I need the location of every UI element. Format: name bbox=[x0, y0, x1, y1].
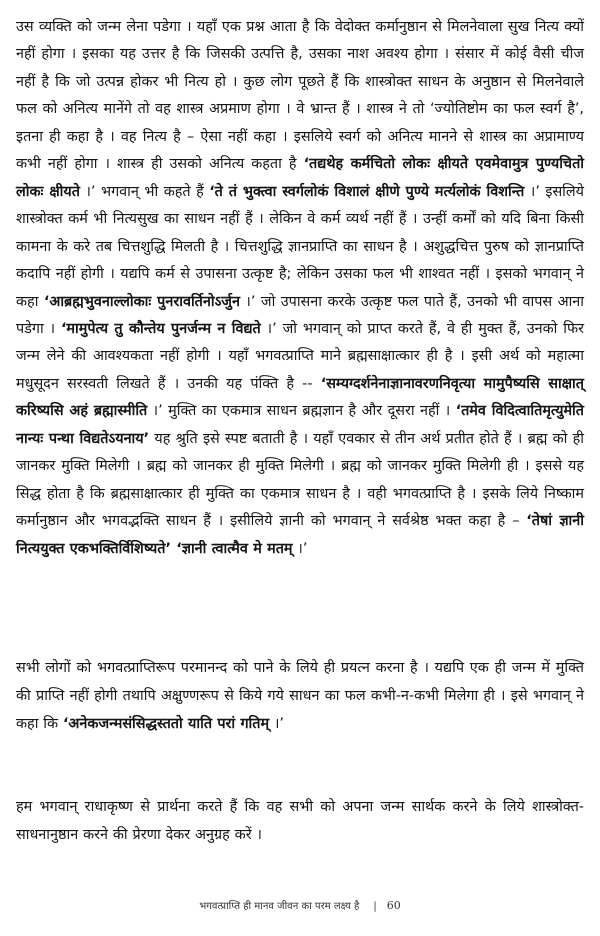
text-run: हम भगवान् राधाकृष्ण से प्रार्थना करते हैं कि वह सभी को अपना जन्म सार्थक करने के लिये शास्त्रोक्त-साधनानुष्ठान करने की प्रेरणा देकर अनुग्रह करें । bbox=[16, 799, 584, 843]
body-paragraph-3 bbox=[16, 793, 584, 849]
text-run: ।’ bbox=[292, 540, 308, 557]
text-run: सभी लोगों को भगवत्प्राप्तिरूप परमानन्द को पाने के लिये ही प्रयत्न करना है । यद्यपि एक ही जन्म में मुक्ति की प्राप्ति नहीं होगी तथापि अक्षुण्णरूप से किये गये साधन का फल कभी-न-कभी मिलेगा ही । इसे भगवान् ने कहा कि bbox=[16, 660, 584, 732]
text-run: ।’ जो भगवान् को प्राप्त करते हैं, वे ही मुक्त हैं, उनको फिर जन्म लेने की आवश्यकता नहीं होगी । यहाँ भगवत्प्राप्ति माने ब्रह्मसाक्षात्कार ही है । इसी अर्थ को महात्मा मधुसूदन सरस्वती लिखते हैं । उनकी यह पंक्ति है -- bbox=[16, 320, 584, 392]
quoted-verse: ‘ते तं भुक्त्वा स्वर्गलोकं विशालं क्षीणे पुण्ये मर्त्यलोकं विशन्ति bbox=[209, 183, 525, 200]
quoted-verse: ‘तेषां ज्ञानी नित्ययुक्त एकभक्तिर्विशिष्यते’ ‘ज्ञानी त्वात्मैव मे मतम् bbox=[16, 513, 584, 557]
quoted-verse: ‘तद्यथेह कर्मचितो लोकः क्षीयते एवमेवामुत्र पुण्यचितो लोकः क्षीयते bbox=[16, 156, 584, 200]
running-title: भगवत्प्राप्ति ही मानव जीवन का परम लक्ष्य है bbox=[199, 901, 360, 912]
body-paragraph-1 bbox=[16, 14, 584, 563]
text-run: ।’ मुक्ति का एकमात्र साधन ब्रह्मज्ञान है और दूसरा नहीं । bbox=[147, 403, 456, 420]
page-number: 60 bbox=[386, 899, 401, 912]
text-run: ।’ bbox=[269, 716, 284, 732]
text-run: ।’ इसलिये शास्त्रोक्त कर्म भी नित्यसुख का साधन नहीं हैं । लेकिन वे कर्म व्यर्थ नहीं हैं । उन्हीं कर्मों को यदि बिना किसी कामना के करे तब चित्तशुद्धि मिलती है । चित्तशुद्धि ज्ञानप्राप्ति का साधन है । अशुद्धचित्त पुरुष को ज्ञानप्राप्ति कदापि नहीं होगी । यद्यपि कर्म से उपासना उत्कृष्ट है; लेकिन उसका फल भी शाश्वत नहीं । इसको भगवान् ने कहा bbox=[16, 183, 585, 310]
text-run: ।’ जो उपासना करके उत्कृष्ट फल पाते हैं, उनको भी वापस आना पडेगा । bbox=[16, 293, 585, 337]
quoted-verse: ‘आब्रह्मभुवनाल्लोकाः पुनरावर्तिनोऽर्जुन bbox=[43, 293, 240, 310]
quoted-verse: ‘सम्यग्दर्शनेनाज्ञानावरणनिवृत्या मामुपैष्यसि साक्षात् करिष्यसि अहं ब्रह्मास्मीति bbox=[16, 375, 584, 420]
quoted-verse: ‘तमेव विदित्वातिमृत्युमेति नान्यः पन्था विद्यतेऽयनाय’ bbox=[16, 403, 584, 447]
page-footer bbox=[0, 898, 600, 912]
body-paragraph-2 bbox=[16, 654, 584, 738]
footer-separator: | bbox=[373, 901, 377, 912]
quoted-verse: ‘अनेकजन्मसंसिद्धस्ततो याति परां गतिम् bbox=[62, 716, 270, 732]
text-run: ।’ भगवान् भी कहते हैं bbox=[79, 183, 210, 200]
quoted-verse: ‘मामुपेत्य तु कौन्तेय पुनर्जन्म न विद्यते bbox=[60, 320, 261, 337]
text-run: उस व्यक्ति को जन्म लेना पडेगा । यहाँ एक प्रश्न आता है कि वेदोक्त कर्मानुष्ठान से मिलनेवाला सुख नित्य क्यों नहीं होगा । इसका यह उत्तर है कि जिसकी उत्पत्ति है, उसका नाश अवश्य होगा । संसार में कोई वैसी चीज नहीं है कि जो उत्पन्न होकर भी नित्य हो । कुछ लोग पूछते हैं कि शास्त्रोक्त साधन के अनुष्ठान से मिलनेवाले फल को अनित्य मानेंगे तो वह शास्त्र अप्रमाण होगा । वे भ्रान्त हैं । शास्त्र ने तो ‘ज्योतिष्टोम का फल स्वर्ग है’, इतना ही कहा है । वह नित्य है – ऐसा नहीं कहा । इसलिये स्वर्ग को अनित्य मानने से शास्त्र का अप्रामाण्य कभी नहीं होगा । शास्त्र ही उसको अनित्य कहता है bbox=[16, 19, 584, 173]
text-run: यह श्रुति इसे स्पष्ट बताती है । यहाँ एवकार से तीन अर्थ प्रतीत होते हैं । ब्रह्म को ही जानकर मुक्ति मिलेगी । ब्रह्म को जानकर ही मुक्ति मिलेगी । ब्रह्म को जानकर मुक्ति मिलेगी ही । इससे यह सिद्ध होता है कि ब्रह्मसाक्षात्कार ही मुक्ति का एकमात्र साधन है । वही भगवत्प्राप्ति है । इसके लिये निष्काम कर्मानुष्ठान और भगवद्भक्ति साधन हैं । इसीलिये ज्ञानी को भगवान् ने सर्वश्रेष्ठ भक्त कहा है – bbox=[16, 430, 584, 530]
